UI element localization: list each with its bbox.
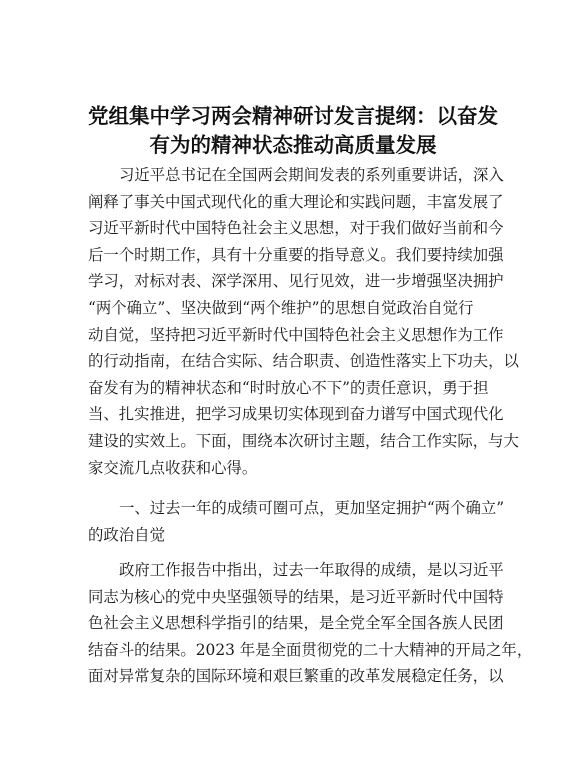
paragraph-line: 结奋斗的结果。2023 年是全面贯彻党的二十大精神的开局之年， (88, 640, 533, 659)
paragraph-line: 动自觉，坚持把习近平新时代中国特色社会主义思想作为工作 (88, 325, 504, 344)
paragraph-line: “两个确立”、坚决做到“两个维护”的思想自觉政治自觉行 (88, 298, 474, 317)
paragraph-line: 家交流几点收获和心得。 (88, 458, 258, 477)
paragraph-line: 奋发有为的精神状态和“时时放心不下”的责任意识，勇于担 (88, 378, 489, 397)
title-line: 有为的精神状态推动高质量发展 (149, 133, 437, 157)
paragraph-line: 政府工作报告中指出，过去一年取得的成绩，是以习近平 (119, 561, 504, 579)
title-line: 党组集中学习两会精神研讨发言提纲：以奋发 (88, 104, 498, 128)
paragraph-line: 色社会主义思想科学指引的结果，是全党全军全国各族人民团 (88, 614, 504, 633)
intro-paragraph (88, 162, 519, 481)
paragraph-line: 学习，对标对表、深学深用、见行见效，进一步增强坚决拥护 (88, 272, 504, 291)
paragraph-line: 后一个时期工作，具有十分重要的指导意义。我们要持续加强 (88, 245, 504, 264)
section-heading (88, 495, 504, 548)
section-paragraph (88, 557, 533, 690)
heading-line: 一、过去一年的成绩可圈可点，更加坚定拥护“两个确立” (119, 499, 505, 517)
paragraph-line: 建设的实效上。下面，围绕本次研讨主题，结合工作实际，与大 (88, 431, 519, 450)
document-title (60, 102, 526, 160)
paragraph-line: 当、扎实推进，把学习成果切实体现到奋力谱写中国式现代化 (88, 405, 504, 424)
paragraph-line: 习近平新时代中国特色社会主义思想，对于我们做好当前和今 (88, 219, 504, 238)
heading-line: 的政治自觉 (88, 525, 165, 544)
paragraph-line: 同志为核心的党中央坚强领导的结果，是习近平新时代中国特 (88, 587, 504, 606)
paragraph-line: 习近平总书记在全国两会期间发表的系列重要讲话，深入 (119, 166, 504, 184)
paragraph-line: 的行动指南，在结合实际、结合职责、创造性落实上下功夫，以 (88, 352, 519, 371)
paragraph-line: 面对异常复杂的国际环境和艰巨繁重的改革发展稳定任务，以 (88, 667, 504, 686)
paragraph-line: 阐释了事关中国式现代化的重大理论和实践问题，丰富发展了 (88, 192, 504, 211)
